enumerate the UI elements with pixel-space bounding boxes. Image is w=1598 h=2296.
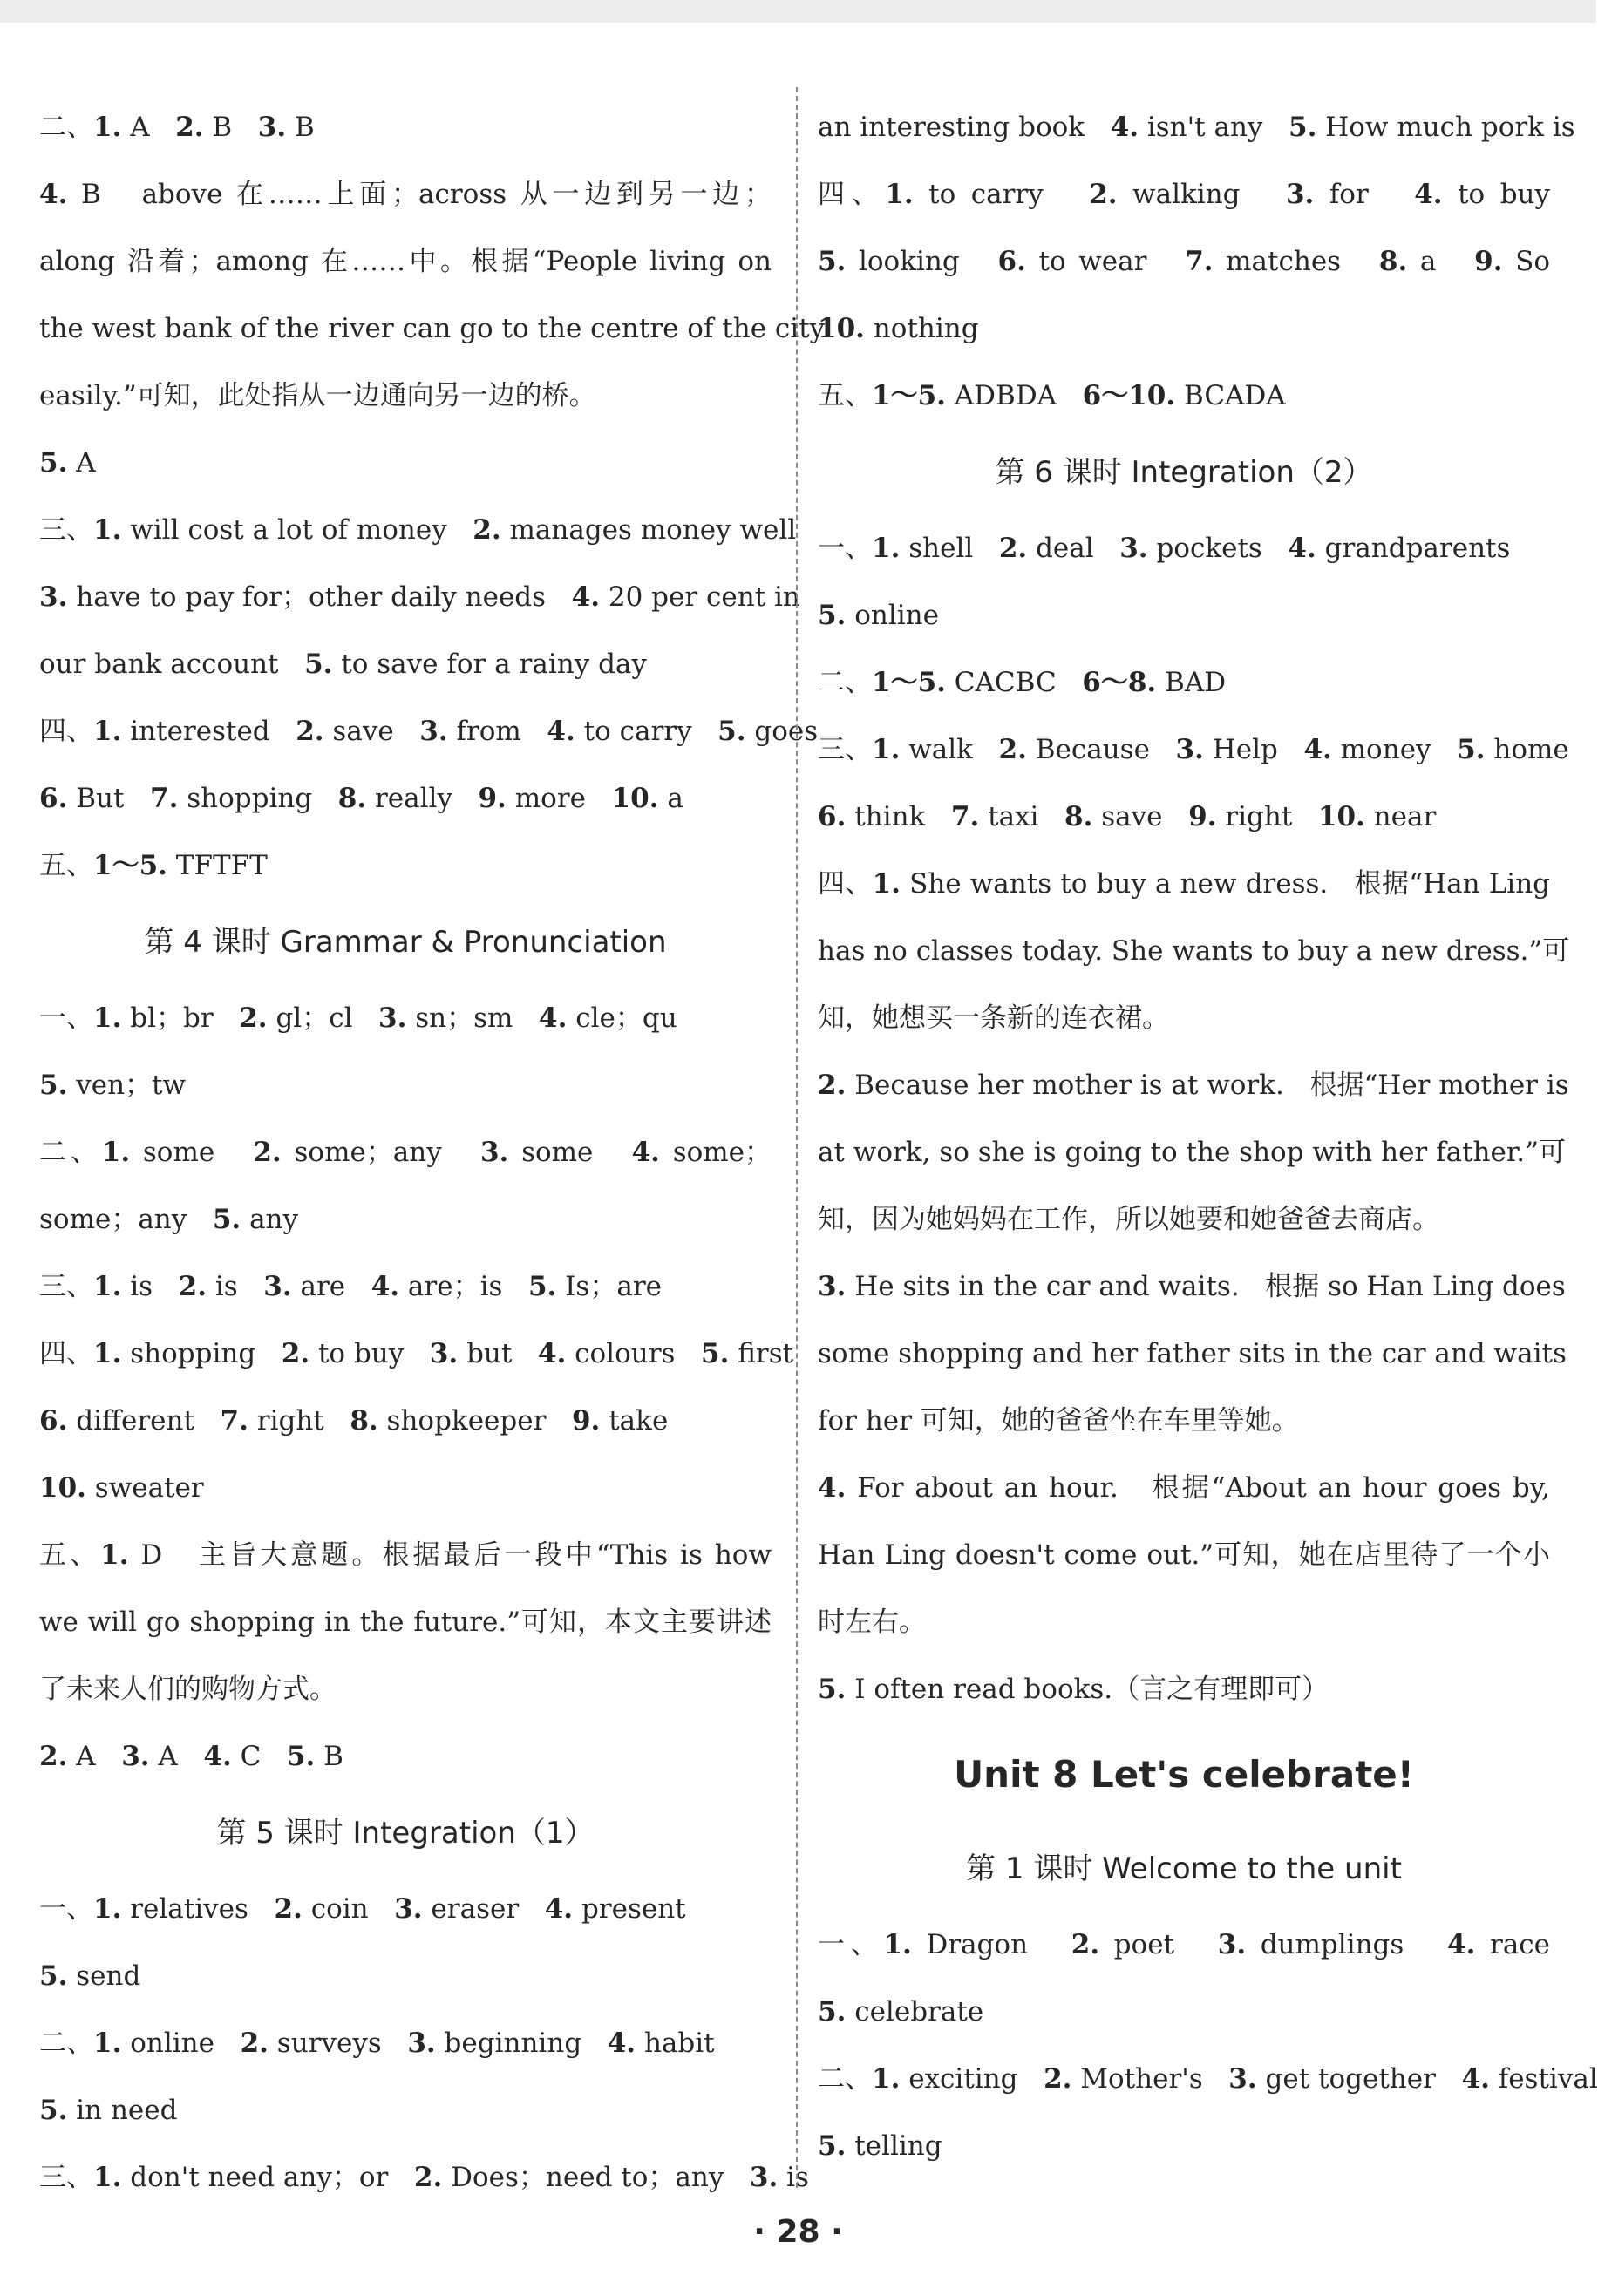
answer-line: our bank account 5. to save for a rainy day (39, 649, 647, 680)
answer-line: 五、1～5. TFTFT (39, 850, 268, 881)
left-answer-column (39, 94, 826, 2211)
lesson-heading: 第 6 课时 Integration（2） (995, 455, 1373, 490)
answer-line: 5. I often read books.（言之有理即可） (818, 1674, 1329, 1705)
answer-line: 四、1. She wants to buy a new dress. 根据“Han Ling (818, 868, 1551, 900)
right-answer-column (818, 94, 1598, 2180)
answer-line: along 沿着；among 在……中。根据“People living on (39, 246, 772, 277)
answer-line: 二、1. some 2. some；any 3. some 4. some； (39, 1137, 772, 1168)
answer-line: 四、1. shopping 2. to buy 3. but 4. colours 5. first (39, 1338, 794, 1369)
page-number: · 28 · (753, 2214, 843, 2250)
answer-line: 了未来人们的购物方式。 (39, 1674, 337, 1705)
answer-line: Han Ling doesn't come out.”可知，她在店里待了一个小 (818, 1539, 1550, 1571)
answer-line: 2. Because her mother is at work. 根据“Her mother is (818, 1070, 1569, 1101)
answer-line: 一、1. Dragon 2. poet 3. dumplings 4. race (818, 1929, 1551, 1960)
answer-line: 一、1. shell 2. deal 3. pockets 4. grandparents (818, 533, 1511, 564)
answer-line: 5. ven；tw (39, 1070, 187, 1101)
answer-line: 五、1. D 主旨大意题。根据最后一段中“This is how (39, 1539, 772, 1571)
answer-line: 四、1. interested 2. save 3. from 4. to carry 5. goes (39, 716, 819, 747)
answer-line: 三、1. don't need any；or 2. Does；need to；any 3. is (39, 2162, 809, 2193)
answer-line: 五、1～5. ADBDA 6～10. BCADA (818, 380, 1286, 411)
lesson-heading: 第 4 课时 Grammar & Pronunciation (144, 925, 667, 960)
answer-line: 5. telling (818, 2130, 942, 2162)
answer-line: an interesting book 4. isn't any 5. How much pork is (818, 112, 1575, 143)
answer-line: 时左右。 (818, 1607, 926, 1638)
answer-line: 5. A (39, 447, 96, 479)
answer-line: 6. different 7. right 8. shopkeeper 9. take (39, 1405, 669, 1437)
answer-line: 5. send (39, 1960, 141, 1992)
answer-line: 知，因为她妈妈在工作，所以她要和她爸爸去商店。 (818, 1204, 1439, 1235)
answer-line: 5. celebrate (818, 1996, 984, 2028)
lesson-heading: 第 1 课时 Welcome to the unit (966, 1851, 1402, 1886)
answer-line: 2. A 3. A 4. C 5. B (39, 1741, 343, 1772)
answer-line: some shopping and her father sits in the car and waits (818, 1338, 1567, 1369)
answer-line: at work, so she is going to the shop with her father.”可 (818, 1137, 1566, 1168)
lesson-heading: 第 5 课时 Integration（1） (216, 1816, 595, 1851)
answer-line: 一、1. relatives 2. coin 3. eraser 4. present (39, 1893, 686, 1925)
answer-line: 二、1. A 2. B 3. B (39, 112, 315, 143)
answer-line: 三、1. is 2. is 3. are 4. are；is 5. Is；are (39, 1271, 662, 1302)
answer-line: 5. online (818, 600, 939, 631)
answer-line: has no classes today. She wants to buy a new dress.”可 (818, 935, 1570, 967)
answer-line: 四、1. to carry 2. walking 3. for 4. to buy (818, 179, 1551, 210)
answer-line: for her 可知，她的爸爸坐在车里等她。 (818, 1405, 1299, 1437)
answer-line: some；any 5. any (39, 1204, 299, 1235)
top-edge-strip (0, 0, 1596, 23)
answer-line: 10. sweater (39, 1472, 204, 1504)
answer-line: 三、1. walk 2. Because 3. Help 4. money 5. home (818, 734, 1569, 765)
answer-line: 知，她想买一条新的连衣裙。 (818, 1002, 1169, 1034)
unit-heading: Unit 8 Let's celebrate! (954, 1753, 1414, 1796)
answer-line: we will go shopping in the future.”可知，本文主要讲述 (39, 1607, 772, 1638)
answer-line: 4. For about an hour. 根据“About an hour goes by, (818, 1472, 1550, 1504)
answer-line: 二、1. online 2. surveys 3. beginning 4. habit (39, 2028, 715, 2059)
answer-line: 二、1～5. CACBC 6～8. BAD (818, 667, 1227, 698)
answer-line: easily.”可知，此处指从一边通向另一边的桥。 (39, 380, 596, 411)
answer-line: 6. But 7. shopping 8. really 9. more 10. a (39, 783, 683, 814)
answer-line: 5. in need (39, 2095, 178, 2126)
answer-line: 三、1. will cost a lot of money 2. manages money well (39, 514, 797, 546)
answer-line: 一、1. bl；br 2. gl；cl 3. sn；sm 4. cle；qu (39, 1002, 677, 1034)
answer-line: 3. He sits in the car and waits. 根据 so Han Ling does (818, 1271, 1566, 1302)
answer-line: 4. B above 在……上面；across 从一边到另一边； (39, 179, 772, 210)
answer-line: 6. think 7. taxi 8. save 9. right 10. near (818, 801, 1437, 832)
column-divider (796, 87, 798, 2188)
answer-line: 3. have to pay for；other daily needs 4. 20 per cent in (39, 581, 800, 613)
answer-line: 10. nothing (818, 313, 979, 344)
answer-line: the west bank of the river can go to the centre of the city (39, 313, 826, 344)
answer-line: 5. looking 6. to wear 7. matches 8. a 9. So (818, 246, 1550, 277)
answer-line: 二、1. exciting 2. Mother's 3. get together 4. festival (818, 2063, 1598, 2095)
